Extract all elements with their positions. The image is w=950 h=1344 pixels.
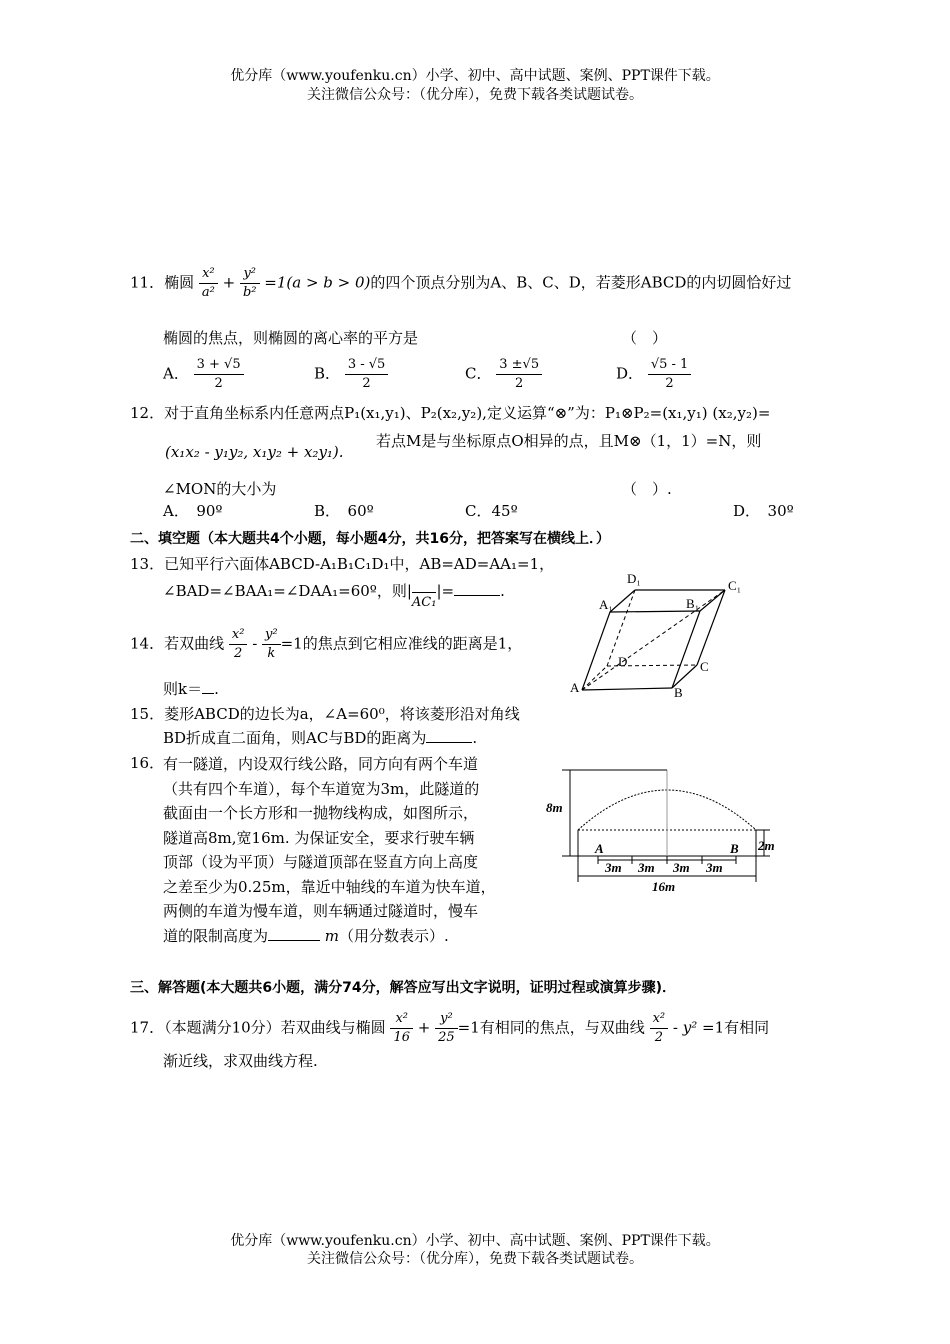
q13-text-3: |= bbox=[436, 582, 455, 600]
q15-text-2: BD折成直二面角，则AC与BD的距离为 bbox=[163, 729, 427, 747]
q11-option-c-label: C． bbox=[465, 364, 492, 383]
q14-tail: . bbox=[214, 680, 219, 698]
tunnel-point-a: A bbox=[595, 841, 604, 856]
q16-last-post: （用分数表示）. bbox=[339, 926, 449, 945]
label-c: C bbox=[700, 659, 709, 674]
tunnel-point-b: B bbox=[730, 841, 739, 856]
q11-text-1: 的四个顶点分别为A、B、C、D，若菱形ABCD的内切圆恰好过 bbox=[370, 273, 792, 292]
q16-line: （共有四个车道），每个车道宽为3m，此隧道的 bbox=[163, 779, 480, 798]
tunnel-side-label: 2m bbox=[758, 838, 775, 853]
q12-formula: (x₁x₂ - y₁y₂, x₁y₂ + x₂y₁). bbox=[165, 443, 344, 461]
q15-number: 15． bbox=[130, 705, 165, 723]
q11-option-c-frac: $\frac{3 \pm√5}{2}$ bbox=[496, 356, 542, 393]
label-d1: D₁ bbox=[627, 571, 641, 586]
q11-frac-y: $\frac{\text{y²}}{\text{b²}}$ bbox=[240, 265, 260, 302]
edge-a1d1 bbox=[610, 590, 635, 612]
q11-option-a[interactable] bbox=[163, 356, 244, 393]
q12-text-1: 对于直角坐标系内任意两点P₁(x₁,y₁)、P₂(x₂,y₂),定义运算“⊗”为：P₁⊗P₂=(x₁,y₁) (x₂,y₂)= bbox=[164, 404, 771, 422]
q11-option-d[interactable] bbox=[616, 356, 691, 393]
q17-frac-x2: $\frac{\text{x²}}{2}$ bbox=[650, 1010, 669, 1047]
q13-line-2 bbox=[163, 580, 505, 610]
q11-option-c[interactable] bbox=[465, 356, 542, 393]
label-b: B bbox=[674, 685, 683, 700]
section-3-heading: 三、解答题(本大题共6小题，满分74分，解答应写出文字说明，证明过程或演算步骤)． bbox=[130, 980, 677, 996]
edge-bb1 bbox=[672, 611, 700, 688]
q11-number: 11． bbox=[130, 273, 165, 292]
q17-number: 17． bbox=[130, 1018, 165, 1037]
tunnel-lane-label: 3m bbox=[605, 860, 622, 875]
header-line-2: 关注微信公众号：（优分库），免费下载各类试题试卷。 bbox=[307, 87, 643, 103]
q15-answer-blank[interactable] bbox=[426, 728, 472, 743]
label-b1: B₁ bbox=[686, 596, 700, 611]
parallelepiped-figure bbox=[560, 568, 760, 703]
q11-text-2: 椭圆的焦点，则椭圆的离心率的平方是 bbox=[163, 329, 419, 347]
label-a1: A₁ bbox=[599, 597, 613, 612]
q12-text-2: 若点M是与坐标原点O相异的点，且M⊗（1，1）=N，则 bbox=[376, 432, 762, 450]
q13-answer-blank[interactable] bbox=[454, 581, 500, 596]
tunnel-height-label: 8m bbox=[546, 800, 563, 815]
q13-number: 13． bbox=[130, 555, 165, 573]
q11-option-a-label: A． bbox=[163, 364, 189, 383]
label-d: D bbox=[618, 654, 628, 669]
q11-paren: （ ） bbox=[622, 329, 668, 347]
q14-number: 14． bbox=[130, 634, 165, 653]
q15-line-2 bbox=[163, 727, 477, 748]
q16-line: 截面由一个长方形和一抛物线构成，如图所示， bbox=[163, 804, 479, 822]
q16-answer-blank[interactable] bbox=[268, 926, 320, 941]
header-line-1: 优分库（www.youfenku.cn）小学、初中、高中试题、案例、PPT课件下载。 bbox=[230, 68, 720, 84]
q14-frac-y: $\frac{\text{y²}}{k}$ bbox=[262, 626, 281, 663]
q16-body bbox=[163, 752, 496, 948]
q17-frac-x: $\frac{\text{x²}}{16}$ bbox=[390, 1010, 413, 1047]
q16-last-pre: 道的限制高度为 bbox=[163, 926, 269, 945]
q12-option-b[interactable]: B． 60º bbox=[314, 502, 374, 520]
tunnel-lane-label: 3m bbox=[706, 860, 723, 875]
q11-frac-x: $\frac{\text{x²}}{\text{a²}}$ bbox=[199, 265, 218, 302]
q11-option-d-label: D． bbox=[616, 364, 644, 383]
q15-line-1 bbox=[130, 703, 520, 724]
label-c1: C₁ bbox=[728, 578, 742, 593]
q16-line: 两侧的车道为慢车道，则车辆通过隧道时，慢车 bbox=[163, 902, 479, 920]
q15-text-1: 菱形ABCD的边长为a，∠A=60⁰，将该菱形沿对角线 bbox=[164, 705, 520, 723]
q11-line-1: 11．椭圆 $\frac{\text{x²}}{\text{a²}}$ + $\frac{\text{y²}}{\text{b²}}$ =1(a > b > 0)的四个顶点分别为A、B、C、D，若菱形ABCD的内切圆恰好过 bbox=[130, 266, 792, 300]
q14-text-1: =1的焦点到它相应准线的距离是1， bbox=[280, 634, 523, 653]
q14-line-2 bbox=[163, 678, 219, 699]
q12-option-c[interactable]: C．45º bbox=[465, 502, 518, 520]
q12-number: 12． bbox=[130, 404, 165, 422]
q11-option-b-label: B． bbox=[314, 364, 341, 383]
q13-line-1 bbox=[130, 553, 554, 574]
q12-option-d[interactable]: D． 30º bbox=[733, 502, 794, 520]
q17-frac-y: $\frac{\text{y²}}{25}$ bbox=[435, 1010, 458, 1047]
tunnel-lane-label: 3m bbox=[638, 860, 655, 875]
tunnel-lane-label: 3m bbox=[673, 860, 690, 875]
tunnel-width-label: 16m bbox=[652, 879, 676, 894]
q15-tail: . bbox=[472, 729, 478, 747]
q11-option-a-frac: $\frac{3 + √5}{2}$ bbox=[194, 356, 244, 393]
q12-line-1 bbox=[130, 402, 770, 423]
q14-answer-blank[interactable] bbox=[202, 679, 214, 694]
q16-number: 16． bbox=[130, 754, 165, 772]
q17-text-2: 渐近线，求双曲线方程. bbox=[163, 1052, 318, 1070]
q16-last-line bbox=[163, 924, 496, 949]
q12-option-a[interactable]: A． 90º bbox=[163, 502, 223, 520]
edge-aa1 bbox=[582, 612, 610, 690]
q11-pre: 椭圆 bbox=[164, 273, 195, 292]
q14-line-1: 14．若双曲线 $\frac{\text{x²}}{2}$ - $\frac{\text{y²}}{k}$ =1的焦点到它相应准线的距离是1， bbox=[130, 627, 523, 661]
q11-option-b-frac: $\frac{3 - √5}{2}$ bbox=[345, 356, 388, 393]
q14-pre: 若双曲线 bbox=[164, 634, 225, 653]
q16-unit: m bbox=[324, 926, 340, 945]
q14-frac-x: $\frac{\text{x²}}{2}$ bbox=[229, 626, 248, 663]
q12-text-3: ∠MON的大小为 bbox=[163, 480, 277, 498]
q13-tail: . bbox=[500, 582, 505, 600]
footer-line-1: 优分库（www.youfenku.cn）小学、初中、高中试题、案例、PPT课件下载。 bbox=[230, 1233, 720, 1249]
q16-line: 之差至少为0.25m，靠近中轴线的车道为快车道， bbox=[163, 877, 496, 896]
q17-pre: （本题满分10分）若双曲线与椭圆 bbox=[164, 1018, 386, 1037]
q13-text-1: 已知平行六面体ABCD-A₁B₁C₁D₁中，AB=AD=AA₁=1， bbox=[164, 555, 555, 573]
label-a: A bbox=[570, 680, 580, 695]
q16-line: 顶部（设为平顶）与隧道顶部在竖直方向上高度 bbox=[163, 853, 479, 871]
section-2-heading: 二、填空题（本大题共4个小题，每小题4分，共16分，把答案写在横线上．） bbox=[130, 531, 610, 547]
footer-line-2: 关注微信公众号：（优分库），免费下载各类试题试卷。 bbox=[307, 1251, 643, 1267]
q16-line: 有一隧道，内设双行线公路，同方向有两个车道 bbox=[163, 755, 479, 773]
q13-text-2: ∠BAD=∠BAA₁=∠DAA₁=60º，则| bbox=[163, 582, 412, 600]
q11-condition: =1(a > b > 0) bbox=[264, 273, 371, 292]
q11-option-b[interactable] bbox=[314, 356, 388, 393]
q17-post: =1有相同 bbox=[702, 1018, 770, 1037]
q12-paren: （ ）. bbox=[622, 480, 672, 498]
q11-option-d-frac: $\frac{√5 - 1}{2}$ bbox=[648, 356, 691, 393]
edge-ab bbox=[582, 688, 672, 690]
q16-line: 隧道高8m,宽16m. 为保证安全，要求行驶车辆 bbox=[163, 828, 475, 847]
q14-text-2: 则k＝ bbox=[163, 680, 203, 698]
edge-a1b1 bbox=[610, 611, 700, 612]
tunnel-figure bbox=[540, 760, 780, 900]
q17-line-1: 17．（本题满分10分）若双曲线与椭圆 $\frac{\text{x²}}{16}$ + $\frac{\text{y²}}{25}$ =1有相同的焦点，与双曲线 $\frac{\text{x²}}{2}$ - y² =1有相同 bbox=[130, 1011, 770, 1045]
q17-mid: =1有相同的焦点，与双曲线 bbox=[457, 1018, 645, 1037]
q13-vector: AC₁ bbox=[412, 592, 437, 610]
